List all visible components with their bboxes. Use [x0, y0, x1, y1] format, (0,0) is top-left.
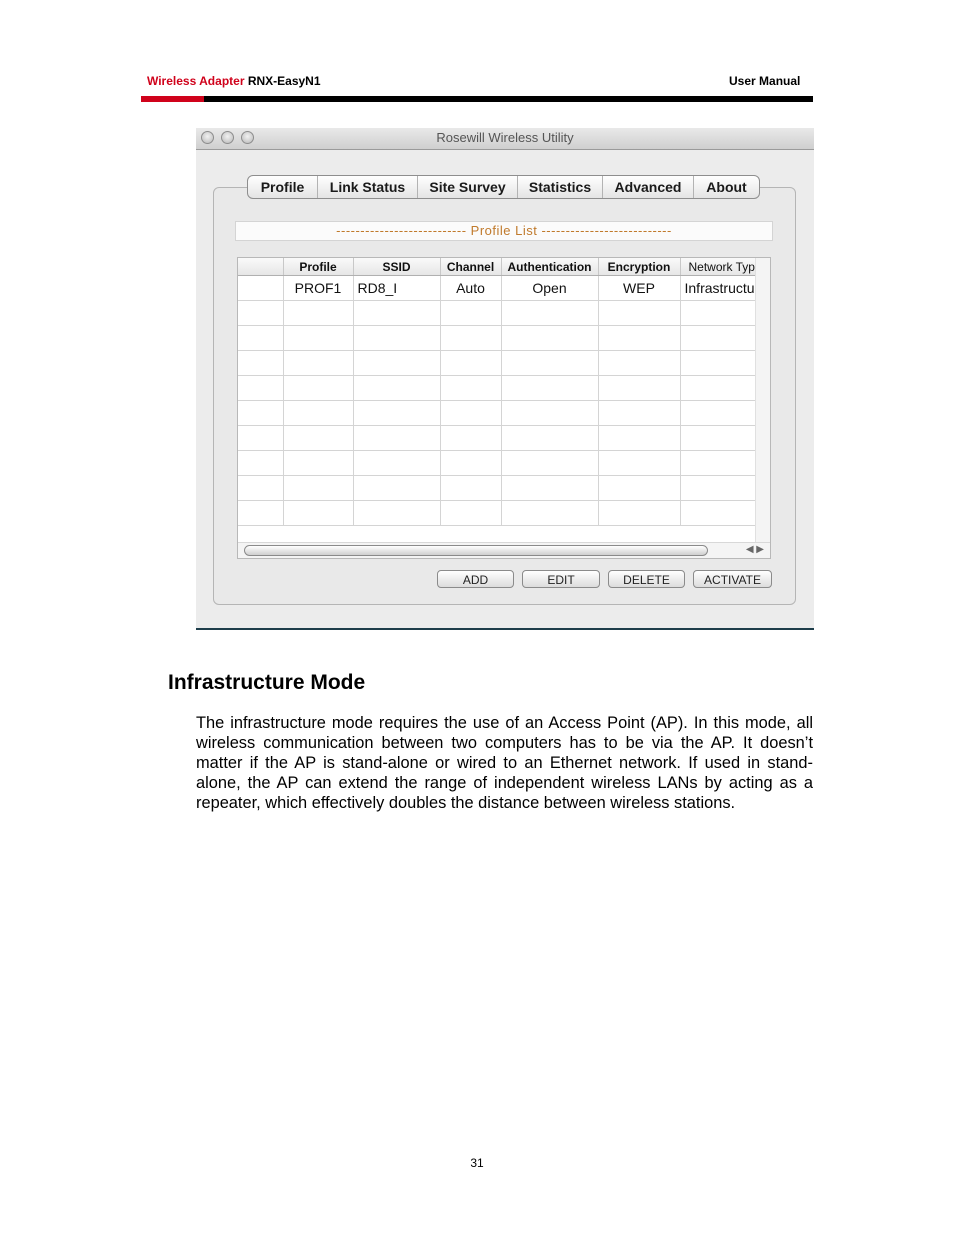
table-cell: [598, 476, 680, 501]
table-cell: WEP: [598, 276, 680, 301]
table-row[interactable]: [238, 476, 756, 501]
table-cell: [440, 426, 501, 451]
table-row[interactable]: [238, 401, 756, 426]
table-cell: [283, 501, 353, 526]
table-cell: [598, 376, 680, 401]
table-cell: [283, 476, 353, 501]
table-cell: [680, 451, 756, 476]
table-cell: [598, 451, 680, 476]
table-row[interactable]: [238, 376, 756, 401]
window-title: Rosewill Wireless Utility: [436, 130, 574, 145]
add-button[interactable]: ADD: [437, 570, 514, 588]
table-cell: [440, 451, 501, 476]
header-doc-type: User Manual: [729, 74, 801, 88]
table-cell: [501, 501, 598, 526]
table-cell: [598, 351, 680, 376]
table-cell: [238, 351, 283, 376]
profile-grid: [238, 258, 757, 526]
table-cell: [680, 426, 756, 451]
table-cell: [680, 401, 756, 426]
profile-table: [237, 257, 771, 559]
table-cell: [238, 501, 283, 526]
header-product-model: RNX-EasyN1: [247, 74, 321, 88]
table-cell: [353, 501, 440, 526]
table-cell: [283, 326, 353, 351]
table-cell: [283, 301, 353, 326]
tab-site-survey[interactable]: Site Survey: [417, 176, 517, 198]
profile-list-label: --------------------------- Profile List ---------------------------: [235, 221, 773, 241]
column-header[interactable]: SSID: [353, 258, 440, 276]
table-cell: [501, 426, 598, 451]
page-number: 31: [470, 1156, 484, 1170]
table-cell: [440, 476, 501, 501]
table-cell: [440, 326, 501, 351]
table-row[interactable]: [238, 351, 756, 376]
tab-statistics[interactable]: Statistics: [517, 176, 602, 198]
table-cell: [501, 301, 598, 326]
table-cell: [680, 476, 756, 501]
scroll-arrows-icon[interactable]: ◀ ▶: [745, 544, 764, 555]
table-cell: [238, 376, 283, 401]
table-cell: [501, 376, 598, 401]
tab-profile[interactable]: Profile: [260, 179, 305, 195]
table-cell: [598, 426, 680, 451]
table-cell: [440, 301, 501, 326]
table-cell: [283, 401, 353, 426]
table-cell: [353, 401, 440, 426]
table-cell: RD8_I: [353, 276, 440, 301]
table-row[interactable]: [238, 301, 756, 326]
table-cell: [353, 351, 440, 376]
column-header[interactable]: [238, 258, 283, 276]
table-cell: [238, 326, 283, 351]
table-cell: [501, 326, 598, 351]
tab-about[interactable]: About: [693, 176, 759, 198]
activate-button[interactable]: ACTIVATE: [693, 570, 772, 588]
table-cell: Auto: [440, 276, 501, 301]
table-cell: [680, 376, 756, 401]
table-row[interactable]: [238, 426, 756, 451]
table-cell: [353, 476, 440, 501]
table-cell: [680, 301, 756, 326]
table-cell: [440, 376, 501, 401]
table-cell: [353, 426, 440, 451]
table-row[interactable]: [238, 276, 756, 301]
horizontal-scrollbar[interactable]: [238, 542, 770, 558]
horizontal-scroll-thumb[interactable]: [244, 545, 708, 556]
table-cell: [353, 451, 440, 476]
table-cell: [238, 401, 283, 426]
header-rule: [141, 96, 813, 102]
table-cell: [440, 501, 501, 526]
table-cell: [598, 301, 680, 326]
column-header[interactable]: Profile: [283, 258, 353, 276]
table-cell: [238, 426, 283, 451]
table-cell: [501, 451, 598, 476]
vertical-scrollbar[interactable]: [755, 258, 770, 543]
header-rule-accent: [141, 96, 204, 102]
table-cell: [353, 376, 440, 401]
table-row[interactable]: [238, 501, 756, 526]
table-header-row: [238, 258, 756, 276]
table-cell: [680, 326, 756, 351]
table-cell: [501, 351, 598, 376]
table-cell: [238, 451, 283, 476]
tab-bar: [247, 175, 760, 199]
table-cell: [238, 301, 283, 326]
delete-button[interactable]: DELETE: [608, 570, 685, 588]
table-cell: [680, 501, 756, 526]
table-cell: [238, 476, 283, 501]
table-cell: [440, 401, 501, 426]
table-row[interactable]: [238, 451, 756, 476]
table-cell: [598, 326, 680, 351]
column-header[interactable]: Network Typ: [680, 258, 756, 276]
column-header[interactable]: Encryption: [598, 258, 680, 276]
table-cell: [353, 326, 440, 351]
section-body: The infrastructure mode requires the use of an Access Point (AP). In this mode, all wireless communication between two computers has to be via the AP. It doesn’t matter if the AP is stand-alone or wired to an Ethernet network. If used in stand-alone, the AP can extend the range of independent wireless LANs by acting as a repeater, which effectively doubles the distance between wireless stations.: [196, 714, 813, 812]
table-cell: [283, 376, 353, 401]
column-header[interactable]: Channel: [440, 258, 501, 276]
table-cell: [598, 401, 680, 426]
table-cell: [680, 351, 756, 376]
table-cell: [501, 401, 598, 426]
header-product-prefix: Wireless Adapter: [147, 74, 245, 88]
table-cell: PROF1: [283, 276, 353, 301]
column-header[interactable]: Authentication: [501, 258, 598, 276]
table-cell: [501, 476, 598, 501]
window-titlebar: [196, 128, 814, 150]
section-title: Infrastructure Mode: [168, 671, 366, 694]
tab-advanced[interactable]: Advanced: [602, 176, 693, 198]
tab-link-status[interactable]: Link Status: [317, 176, 417, 198]
table-row[interactable]: [238, 326, 756, 351]
table-cell: [283, 426, 353, 451]
edit-button[interactable]: EDIT: [522, 570, 600, 588]
table-cell: [353, 301, 440, 326]
table-cell: [283, 451, 353, 476]
table-cell: Open: [501, 276, 598, 301]
header-product: [147, 74, 321, 88]
table-cell: [440, 351, 501, 376]
table-cell: Infrastructu: [680, 276, 756, 301]
table-cell: [598, 501, 680, 526]
utility-window: [196, 128, 814, 630]
table-cell: [238, 276, 283, 301]
table-cell: [283, 351, 353, 376]
